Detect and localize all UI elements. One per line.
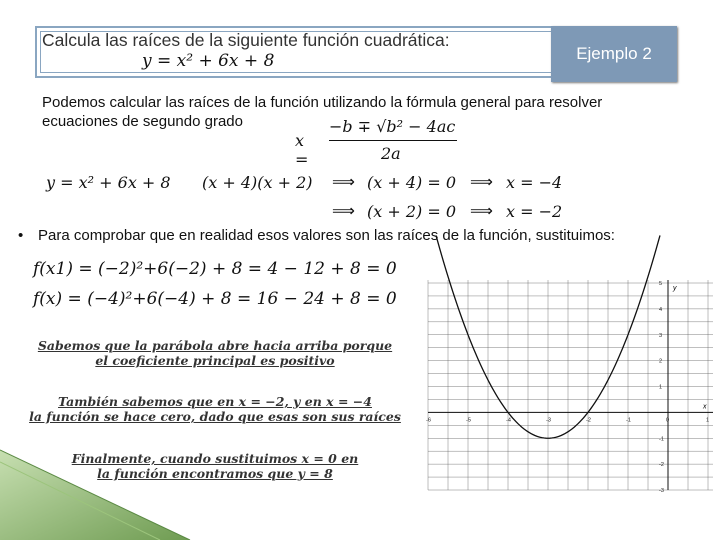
y-tick-label: 2 — [659, 358, 663, 365]
x-tick-label: 0 — [666, 417, 670, 424]
green-corner-decoration — [0, 440, 190, 540]
page-title: Calcula las raíces de la siguiente función cuadrática: — [42, 30, 450, 50]
evaluation-2: f(x) = (−4)²+6(−4) + 8 = 16 − 24 + 8 = 0 — [33, 289, 397, 309]
step-equation: y = x² + 6x + 8 — [46, 173, 171, 192]
y-tick-label: -3 — [659, 488, 664, 494]
y-tick-label: 1 — [659, 384, 663, 391]
y-tick-label: 5 — [659, 281, 663, 287]
example-badge: Ejemplo 2 — [551, 26, 677, 82]
note-2-line-1: También sabemos que en x = −2, y en x = −4 — [58, 394, 372, 409]
explanation-line-2: ecuaciones de segundo grado — [42, 113, 243, 130]
note-1 — [30, 338, 400, 368]
x-axis-label: x — [703, 403, 707, 411]
check-bullet-line — [18, 227, 615, 244]
y-tick-label: 3 — [659, 332, 663, 339]
y-tick-label: -2 — [659, 462, 664, 469]
x-tick-labels — [426, 417, 709, 423]
note-3-line-2: la función encontramos que y = 8 — [97, 466, 333, 481]
fraction-bar — [329, 140, 457, 141]
implies-arrow-4: ⟹ — [470, 203, 493, 220]
implies-arrow-2: ⟹ — [470, 174, 493, 191]
note-2-line-2: la función se hace cero, dado que esas son sus raíces — [29, 409, 401, 424]
check-text: Para comprobar que en realidad esos valores son las raíces de la función, sustituimos: — [38, 227, 615, 244]
graph-axes — [428, 280, 713, 490]
y-tick-label: 4 — [659, 306, 663, 313]
y-tick-labels — [659, 281, 664, 494]
step-factor-2: (x + 2) = 0 — [367, 202, 457, 221]
y-axis-label: y — [673, 285, 677, 292]
x-tick-label: 1 — [706, 417, 710, 424]
explanation-line-1: Podemos calcular las raíces de la función utilizando la fórmula general para resolver — [42, 94, 603, 111]
note-1-line-1: Sabemos que la parábola abre hacia arriba porque — [37, 338, 393, 353]
explanation — [42, 93, 602, 131]
y-tick-label: -1 — [659, 436, 664, 443]
formula-numerator: −b ∓ √b² − 4ac — [329, 117, 456, 136]
graph-grid — [428, 280, 713, 490]
title-equation: y = x² + 6x + 8 — [142, 51, 275, 71]
note-2 — [22, 394, 408, 424]
evaluation-1: f(x1) = (−2)²+6(−2) + 8 = 4 − 12 + 8 = 0 — [33, 259, 397, 279]
x-tick-label: -1 — [626, 417, 631, 424]
parabola-graph — [426, 280, 713, 494]
x-tick-label: -6 — [426, 417, 431, 424]
implies-arrow-1: ⟹ — [332, 174, 355, 191]
step-root-2: x = −2 — [506, 202, 563, 221]
x-tick-label: -5 — [466, 417, 471, 424]
note-1-line-2: el coeficiente principal es positivo — [95, 353, 335, 368]
note-3-line-1: Finalmente, cuando sustituimos x = 0 en — [71, 451, 359, 466]
formula-lhs: x = — [295, 131, 309, 169]
step-root-1: x = −4 — [506, 173, 563, 192]
x-tick-label: -2 — [586, 417, 591, 424]
bullet: • — [18, 227, 24, 244]
x-tick-label: -4 — [506, 417, 511, 424]
implies-arrow-3: ⟹ — [332, 203, 355, 220]
step-factored: (x + 4)(x + 2) — [202, 173, 313, 192]
formula-denominator: 2a — [381, 144, 401, 163]
step-factor-1: (x + 4) = 0 — [367, 173, 457, 192]
x-tick-label: -3 — [546, 417, 551, 424]
